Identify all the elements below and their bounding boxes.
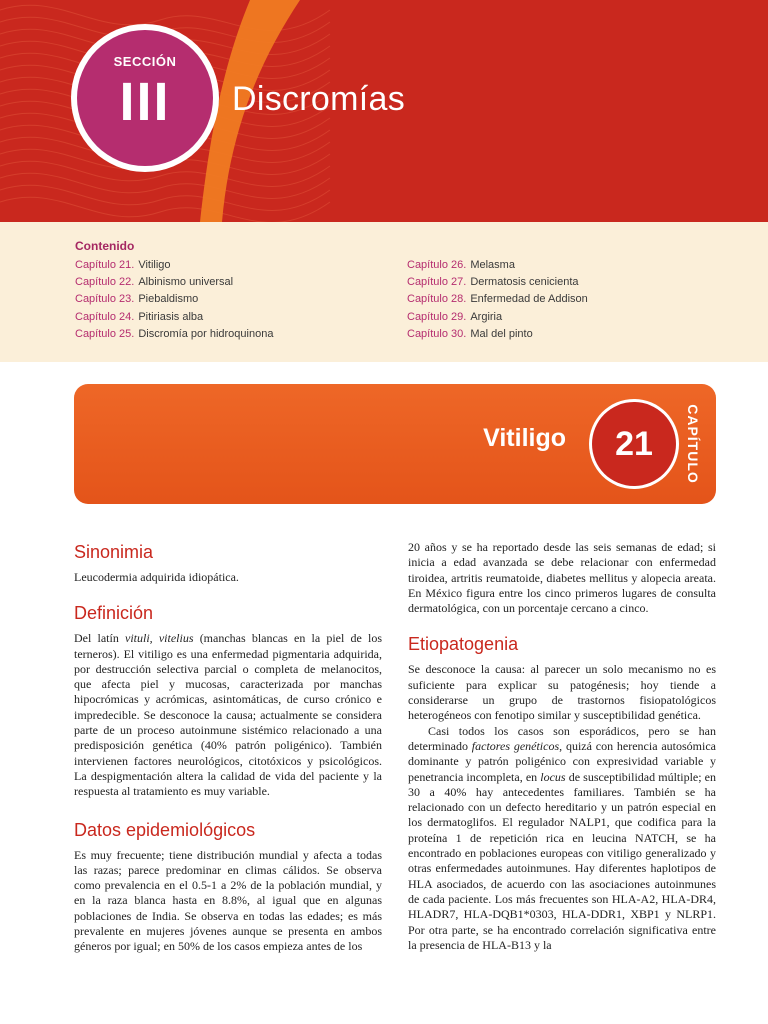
toc-item[interactable] xyxy=(407,274,588,291)
section-badge xyxy=(77,30,213,166)
chapter-label-text: CAPÍTULO xyxy=(685,404,701,484)
toc-chapter-title: Discromía por hidroquinona xyxy=(138,327,274,340)
text-column-right xyxy=(408,540,716,953)
chapter-vertical-label xyxy=(678,392,708,496)
toc-chapter-title: Melasma xyxy=(470,259,515,271)
toc-item[interactable] xyxy=(407,326,588,343)
etio-text-a: Casi todos los casos son esporádicos, pero se han determinado xyxy=(408,723,716,753)
toc-chapter-number: Capítulo 22. xyxy=(75,276,135,289)
toc-chapter-number: Capítulo 26. xyxy=(407,259,467,271)
definicion-text-rest: (manchas blancas en la piel de los terneros). El vitiligo es una enfermedad pigmentaria adquirida, por destrucción selectiva parcial o completa de melanocitos, que afecta piel y mucosas, caracterizada por manchas hipocrómicas y acrómicas, asintomáticas, de curso crónico e impredecible. Se desconoce la causa; actualmente se considera parte de un proceso autoinmune sistémico relacionado a una predisposición genética (40% patrón poligénico). También intervienen factores neurológicos, citotóxicos y psicológicos. La despigmentación altera la calidad de vida del paciente y la respuesta al tratamiento es muy variable. xyxy=(74,631,383,799)
toc-item[interactable] xyxy=(407,309,588,326)
paragraph-epidemiologia: Es muy frecuente; tiene distribución mundial y afecta a todas las razas; parece predominar en climas cálidos. Se observa como prevalencia en el 0.5-1 a 2% de la población mundial, y en la raza blanca hasta en 8.8%, al igual que en algunas poblaciones de India. Se observa en todas las edades; es más prevalente en mujeres jóvenes aunque se presenta en ambos géneros por igual; en 50% de los casos empieza antes de los xyxy=(74,847,382,954)
paragraph-etiopatogenia-1: Se desconoce la causa: al parecer un solo mecanismo no es suficiente para explicar su patogénesis; hoy tiende a considerarse un grupo de trastornos fisiopatológicos heterogéneos con fenotipo similar y susceptibilidad genética. xyxy=(408,662,716,723)
etio-text-c: de susceptibilidad múltiple; en 30 a 40% hay antecedentes familiares. También se ha relacionado con un defecto hereditario y un patrón especial en los dermatoglifos. El regulador NALP1, que codifica para la proteína 1 de repetición rica en leucina NATCH, se ha encontrado en poblaciones europeas con vitiligo generalizado y otras enfermedades autoinmunes. Hay diferentes haplotipos de HLA asociados, de acuerdo con las asociaciones autoinmunes de cada paciente. Los más frecuentes son HLA-A2, HLA-DR4, HLADR7, HLA-DQB1*0303, HLA-DDR1, XBP1 y NLRP1. Por otra parte, se ha encontrado correlación significativa entre la presencia de HLA-B13 y la xyxy=(408,769,716,952)
toc-item[interactable] xyxy=(407,257,588,274)
section-label: SECCIÓN xyxy=(113,54,177,69)
etio-italic-term-1: factores genéticos xyxy=(471,738,560,753)
toc-chapter-title: Piebaldismo xyxy=(138,293,199,306)
toc-chapter-number: Capítulo 27. xyxy=(407,276,467,289)
etio-text-b: , quizá con herencia autosómica dominante y patrón poligénico con expresividad variable y penetrancia incompleta, en xyxy=(408,738,716,784)
text-column-left xyxy=(74,540,382,955)
definicion-text-start: Del latín xyxy=(74,631,126,646)
toc-chapter-number: Capítulo 30. xyxy=(407,327,467,340)
heading-etiopatogenia: Etiopatogenia xyxy=(408,634,519,655)
contents-heading: Contenido xyxy=(75,239,135,253)
toc-item[interactable] xyxy=(407,291,588,308)
chapter-title: Vitiligo xyxy=(483,424,566,452)
toc-chapter-title: Vitiligo xyxy=(138,259,171,271)
paragraph-epidemiologia-continued: 20 años y se ha reportado desde las seis semanas de edad; si inicia a edad avanzada se debe relacionar con enfermedad tiroidea, artritis reumatoide, diabetes mellitus y alopecia areata. En México figura entre los cinco primeros lugares de consulta dermatológica, con un porcentaje cercano a cinco. xyxy=(408,540,716,616)
toc-item[interactable] xyxy=(75,326,273,343)
chapter-number-badge: 21 xyxy=(592,402,676,486)
toc-chapter-title: Albinismo universal xyxy=(138,276,234,289)
heading-sinonimia: Sinonimia xyxy=(74,542,154,562)
toc-chapter-number: Capítulo 28. xyxy=(407,293,467,306)
chapter-header xyxy=(74,384,716,504)
toc-chapter-title: Argiria xyxy=(470,310,503,323)
section-title: Discromías xyxy=(232,80,406,118)
toc-item[interactable] xyxy=(75,257,273,274)
toc-column-right xyxy=(407,257,588,343)
toc-item[interactable] xyxy=(75,291,273,308)
heading-definicion: Definición xyxy=(74,603,154,624)
section-banner xyxy=(0,0,768,222)
toc-chapter-title: Pitiriasis alba xyxy=(138,310,204,323)
toc-column-left xyxy=(75,257,273,343)
heading-epidemiologia: Datos epidemiológicos xyxy=(74,819,256,840)
toc-chapter-number: Capítulo 21. xyxy=(75,259,135,271)
paragraph-etiopatogenia-2 xyxy=(408,724,716,953)
contents-box xyxy=(0,222,768,362)
definicion-latin-term: vituli, vitelius xyxy=(125,631,194,646)
toc-chapter-number: Capítulo 25. xyxy=(75,327,135,340)
section-number: III xyxy=(119,72,171,132)
paragraph-sinonimia: Leucodermia adquirida idiopática. xyxy=(74,570,239,584)
toc-chapter-title: Mal del pinto xyxy=(470,327,533,340)
toc-chapter-number: Capítulo 23. xyxy=(75,293,135,306)
toc-chapter-number: Capítulo 24. xyxy=(75,310,135,323)
toc-chapter-title: Dermatosis cenicienta xyxy=(470,276,579,289)
toc-chapter-title: Enfermedad de Addison xyxy=(470,293,588,306)
toc-item[interactable] xyxy=(75,309,273,326)
paragraph-definicion xyxy=(74,631,382,799)
etio-italic-term-2: locus xyxy=(540,769,566,784)
toc-chapter-number: Capítulo 29. xyxy=(407,310,467,323)
toc-item[interactable] xyxy=(75,274,273,291)
